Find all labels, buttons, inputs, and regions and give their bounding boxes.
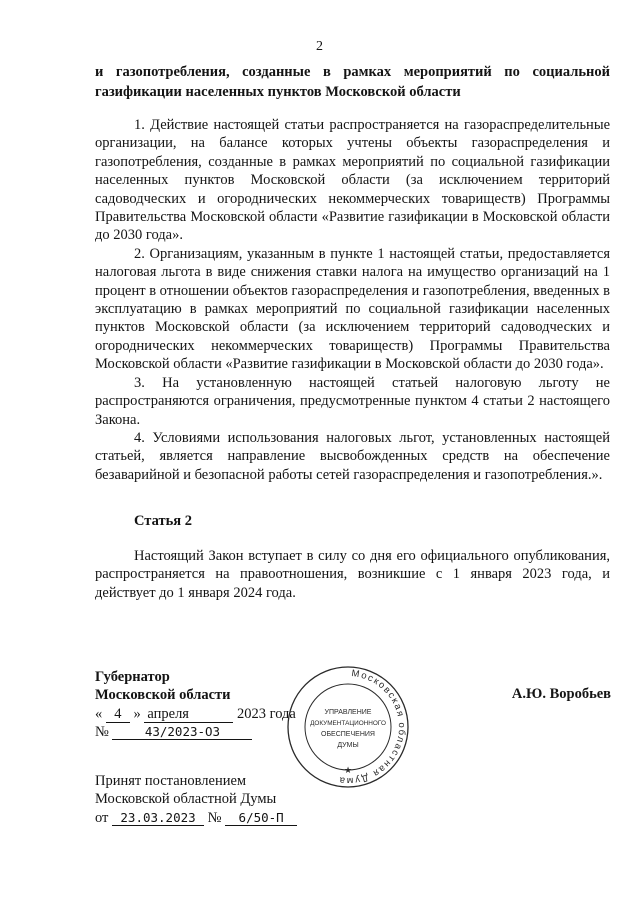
date-month: апреля: [144, 707, 233, 723]
date-day: 4: [106, 707, 130, 723]
law-number-prefix: №: [95, 724, 109, 741]
adoption-date-line: [95, 809, 297, 827]
adoption-number-prefix: №: [207, 809, 222, 826]
adoption-line2: Московской областной Думы: [95, 791, 277, 808]
signature-block: [95, 668, 296, 742]
stamp-center-line-4: ДУМЫ: [337, 742, 359, 749]
signer-name: А.Ю. Воробьев: [511, 686, 611, 702]
section-heading: и газопотребления, созданные в рамках мероприятий по социальной газификации населенных пунктов Московской области: [95, 64, 610, 100]
paragraph-1: 1. Действие настоящей статьи распространяется на газораспределительные организации, на балансе которых учтены объекты газораспределения и газопотребления, созданные в рамках мероприятий по социальной газификации населенных пунктов Московской области (за исключением территорий садоводческих и огороднических некоммерческих товариществ) Программы Правительства Московской области «Развитие газификации в Московской области до 2030 года».: [95, 117, 610, 244]
law-number: [95, 723, 296, 741]
article-1-body: [95, 116, 610, 484]
stamp-center-line-2: ДОКУМЕНТАЦИОННОГО: [310, 720, 386, 727]
adoption-from-label: от: [95, 809, 109, 826]
stamp-center-line-1: УПРАВЛЕНИЕ: [324, 709, 372, 716]
law-number-value: 43/2023-ОЗ: [112, 724, 252, 740]
page-number: 2: [316, 39, 323, 54]
date-quote-close: »: [133, 705, 141, 722]
paragraph-3: 3. На установленную настоящей статьей налоговую льготу не распространяются ограничения, предусмотренные пунктом 4 статьи 2 настоящего Закона.: [95, 374, 610, 428]
stamp-center-line-3: ОБЕСПЕЧЕНИЯ: [321, 731, 375, 738]
official-stamp: [286, 665, 410, 789]
article-2-body: [95, 547, 610, 602]
signer-position-line2: Московской области: [95, 687, 231, 704]
stamp-star-icon: ★: [343, 765, 353, 775]
paragraph-2: 2. Организациям, указанным в пункте 1 настоящей статьи, предоставляется налоговая льгота в виде снижения ставки налога на имущество организаций на 1 процент в отношении объектов газораспределения и газопотребления, введенных в эксплуатацию в рамках мероприятий по социальной газификации населенных пунктов Московской области (за исключением территорий садоводческих и огороднических некоммерческих товариществ) Программы Правительства Московской области «Развитие газификации в Московской области до 2030 года».: [95, 245, 610, 373]
law-date: [95, 705, 296, 723]
article-2-title: Статья 2: [134, 513, 192, 529]
adoption-line1: Принят постановлением: [95, 773, 247, 789]
date-year: 2023 года: [237, 705, 296, 722]
date-quote-open: «: [95, 705, 103, 722]
adoption-number: 6/50-П: [225, 810, 297, 826]
paragraph-4: 4. Условиями использования налоговых льгот, установленных настоящей статьей, является направление высвобожденных средств на обеспечение безаварийной и безопасной работы сетей газораспределения и газопотребления.».: [95, 429, 610, 483]
article-2-text: Настоящий Закон вступает в силу со дня его официального опубликования, распространяется на правоотношения, возникшие с 1 января 2023 года, и действует до 1 января 2024 года.: [95, 548, 610, 601]
stamp-inner-ring: [305, 684, 391, 770]
signer-position-line1: Губернатор: [95, 669, 170, 685]
adoption-date: 23.03.2023: [112, 810, 204, 826]
adoption-block: [95, 772, 297, 827]
stamp-ring-text: Московская областная Дума: [337, 667, 408, 787]
